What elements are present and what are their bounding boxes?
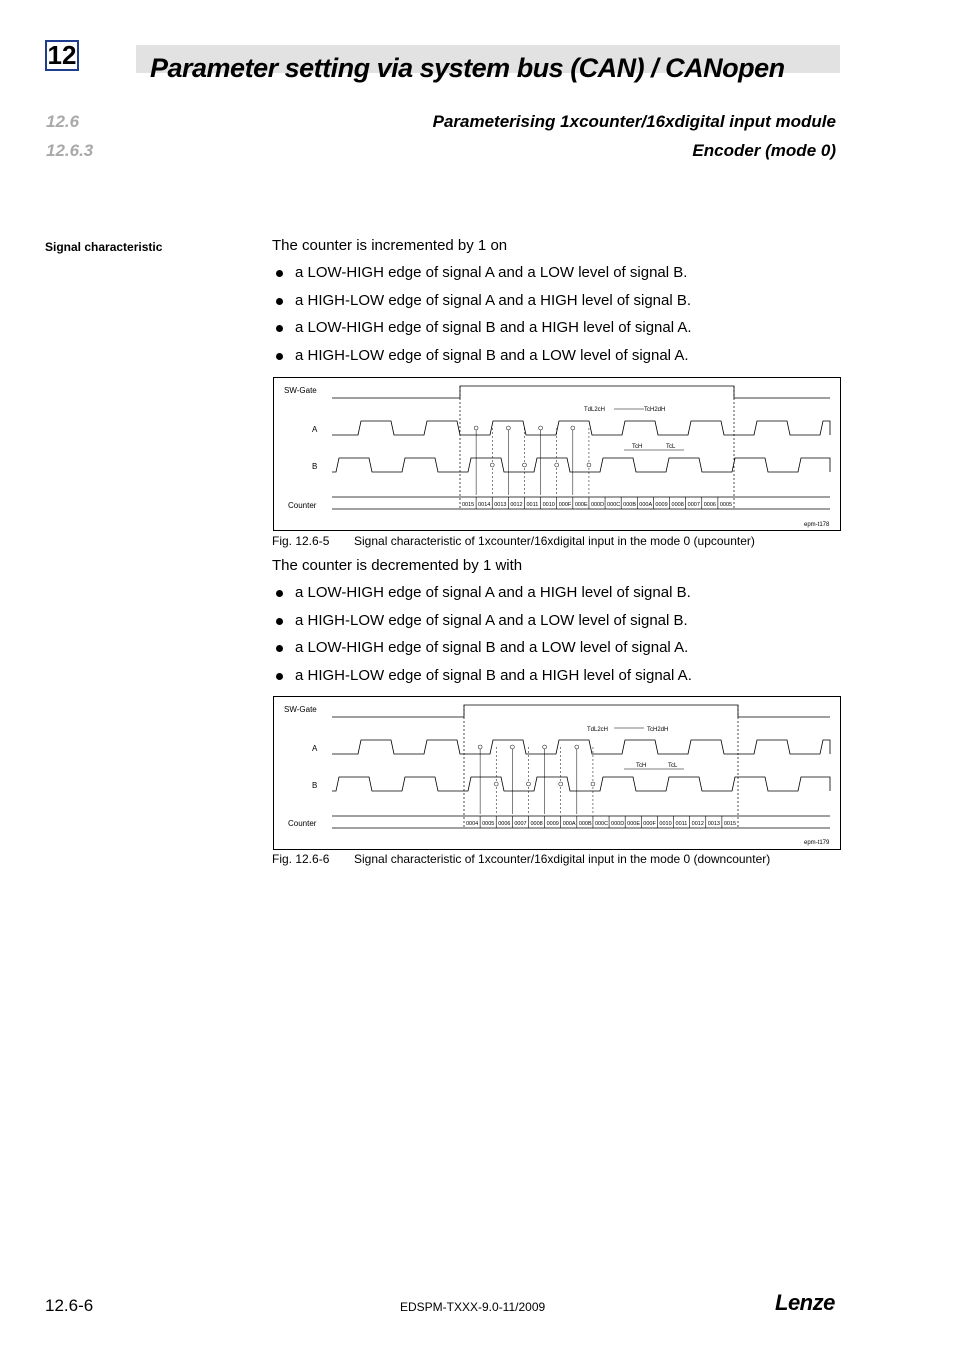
counter-value: 0007	[514, 821, 527, 827]
counter-value: 000E	[574, 502, 588, 508]
counter-value: 0010	[659, 821, 672, 827]
subsection-title: Encoder (mode 0)	[692, 141, 836, 160]
counter-value: 0015	[723, 821, 737, 827]
counter-value: 000E	[627, 821, 641, 827]
bullet-icon	[276, 590, 283, 597]
edge-marker-dot	[571, 426, 575, 430]
signal-b-line	[332, 777, 830, 791]
counter-value: 000D	[590, 502, 605, 508]
lenze-logo: Lenze	[775, 1290, 835, 1315]
counter-value: 000B	[578, 821, 592, 827]
edge-marker-dot	[490, 463, 494, 467]
edge-marker-dot	[591, 782, 595, 786]
upcounter-timing-diagram	[274, 378, 840, 530]
edge-marker-dot	[506, 426, 510, 430]
bullet-icon	[276, 325, 283, 332]
counter-value: 0015	[462, 502, 475, 508]
caption-text: Signal characteristic of 1xcounter/16xdigital input in the mode 0 (downcounter)	[354, 852, 771, 866]
edge-marker-dot	[539, 426, 543, 430]
signal-b-label: B	[312, 781, 318, 790]
signal-a-label: A	[312, 744, 318, 753]
counter-value: 000A	[562, 821, 576, 827]
counter-value: 000C	[594, 821, 609, 827]
up-bullet-4: a HIGH-LOW edge of signal B and a LOW level of signal A.	[295, 347, 689, 364]
signal-b-label: B	[312, 462, 318, 471]
section-number: 12.6	[46, 112, 80, 131]
down-bullet-4: a HIGH-LOW edge of signal B and a HIGH level of signal A.	[295, 667, 692, 684]
up-intro: The counter is incremented by 1 on	[272, 237, 508, 254]
edge-marker-dot	[559, 782, 563, 786]
bullet-icon	[276, 618, 283, 625]
timing-label-tch: TcH	[632, 444, 643, 450]
counter-label: Counter	[288, 819, 317, 828]
counter-value: 0013	[707, 821, 721, 827]
timing-label-tch: TcH	[636, 763, 647, 769]
gate-label: SW-Gate	[284, 705, 317, 714]
figure-id: epm-t178	[804, 522, 830, 528]
timing-label-tcl: TcL	[668, 763, 678, 769]
timing-label-tcl: TcL	[666, 444, 676, 450]
counter-value: 0005	[719, 502, 733, 508]
counter-value: 0012	[691, 821, 704, 827]
up-bullet-1: a LOW-HIGH edge of signal A and a LOW level of signal B.	[295, 264, 688, 281]
counter-value: 000C	[607, 502, 621, 508]
edge-marker-dot	[510, 745, 514, 749]
timing-label-tch2dh: TcH2dH	[644, 407, 666, 413]
counter-value: 000F	[643, 821, 656, 827]
counter-value: 000A	[639, 502, 653, 508]
counter-value: 0014	[478, 502, 491, 508]
caption-number: Fig. 12.6-6	[272, 852, 330, 866]
down-bullet-3: a LOW-HIGH edge of signal B and a LOW level of signal A.	[295, 639, 689, 656]
edge-marker-dot	[474, 426, 478, 430]
signal-a-line	[332, 421, 830, 435]
figure-id: epm-t179	[804, 840, 830, 846]
edge-marker-dot	[478, 745, 482, 749]
page-title: Parameter setting via system bus (CAN) / CANopen	[150, 53, 785, 83]
counter-value: 0009	[546, 821, 559, 827]
counter-value: 0004	[466, 821, 479, 827]
counter-label: Counter	[288, 501, 317, 510]
upcounter-caption	[272, 534, 755, 548]
down-bullet-2: a HIGH-LOW edge of signal A and a LOW level of signal B.	[295, 612, 688, 629]
timing-label-tdl2ch: TdL2cH	[584, 407, 606, 413]
caption-number: Fig. 12.6-5	[272, 534, 330, 548]
counter-value: 0006	[703, 502, 717, 508]
bullet-icon	[276, 673, 283, 680]
down-bullet-1: a LOW-HIGH edge of signal A and a HIGH level of signal B.	[295, 584, 691, 601]
signal-a-label: A	[312, 425, 318, 434]
counter-value: 0011	[675, 821, 688, 827]
bullet-icon	[276, 270, 283, 277]
counter-value: 000B	[623, 502, 637, 508]
section-title: Parameterising 1xcounter/16xdigital input module	[432, 112, 836, 131]
gate-label: SW-Gate	[284, 386, 317, 395]
edge-marker-dot	[587, 463, 591, 467]
counter-value: 0009	[655, 502, 668, 508]
bullet-icon	[276, 353, 283, 360]
down-intro: The counter is decremented by 1 with	[272, 557, 523, 574]
counter-value: 0013	[494, 502, 507, 508]
edge-marker-dot	[543, 745, 547, 749]
counter-value: 0012	[510, 502, 523, 508]
downcounter-figure	[273, 696, 841, 850]
counter-value: 0008	[530, 821, 543, 827]
gate-signal-line	[332, 386, 830, 398]
side-label: Signal characteristic	[45, 240, 163, 254]
timing-label-tch2dh: TcH2dH	[647, 727, 669, 733]
up-bullet-2: a HIGH-LOW edge of signal A and a HIGH level of signal B.	[295, 292, 692, 309]
upcounter-figure	[273, 377, 841, 531]
counter-value: 0008	[671, 502, 684, 508]
up-bullet-3: a LOW-HIGH edge of signal B and a HIGH level of signal A.	[295, 319, 692, 336]
caption-text: Signal characteristic of 1xcounter/16xdigital input in the mode 0 (upcounter)	[354, 534, 755, 548]
subsection-number: 12.6.3	[46, 141, 94, 160]
edge-marker-dot	[522, 463, 526, 467]
edge-marker-dot	[494, 782, 498, 786]
counter-value: 0006	[498, 821, 511, 827]
edge-marker-dot	[575, 745, 579, 749]
gate-signal-line	[332, 705, 830, 717]
bullet-icon	[276, 298, 283, 305]
counter-value: 000F	[558, 502, 572, 508]
counter-value: 000D	[611, 821, 625, 827]
chapter-number: 12	[45, 40, 79, 71]
edge-marker-dot	[526, 782, 530, 786]
counter-value: 0005	[482, 821, 495, 827]
counter-value: 0011	[526, 502, 539, 508]
timing-label-tdl2ch: TdL2cH	[587, 727, 609, 733]
counter-value: 0010	[542, 502, 555, 508]
downcounter-timing-diagram	[274, 697, 840, 849]
document-id: EDSPM-TXXX-9.0-11/2009	[400, 1300, 546, 1314]
page-number: 12.6-6	[45, 1296, 94, 1315]
counter-value: 0007	[687, 502, 700, 508]
downcounter-caption	[272, 852, 771, 866]
signal-b-line	[332, 458, 830, 472]
bullet-icon	[276, 645, 283, 652]
signal-a-line	[332, 740, 830, 754]
edge-marker-dot	[555, 463, 559, 467]
